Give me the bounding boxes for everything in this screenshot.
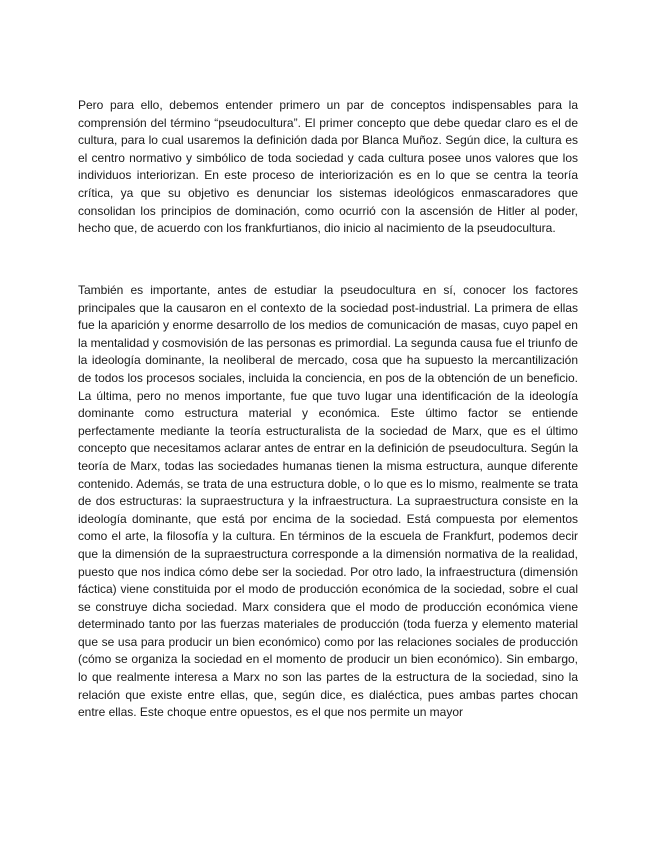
paragraph-factores-marx: También es importante, antes de estudiar la pseudocultura en sí, conocer los factores principales que la causaron en el contexto de la sociedad post-industrial. La primera de ellas fue la aparición y enorme desarrollo de los medios de comunicación de masas, cuyo papel en la mentalidad y cosmovisión de las personas es primordial. La segunda causa fue el triunfo de la ideología dominante, la neoliberal de mercado, cosa que ha supuesto la mercantilización de todos los procesos sociales, incluida la conciencia, en pos de la obtención de un beneficio. La última, pero no menos importante, fue que tuvo lugar una identificación de la ideología dominante como estructura material y económica. Este último factor se entiende perfectamente mediante la teoría estructuralista de la sociedad de Marx, que es el último concepto que necesitamos aclarar antes de entrar en la definición de pseudocultura. Según la teoría de Marx, todas las sociedades humanas tienen la misma estructura, aunque diferente contenido. Además, se trata de una estructura doble, o lo que es lo mismo, realmente se trata de dos estructuras: la supraestructura y la infraestructura. La supraestructura consiste en la ideología dominante, que está por encima de la sociedad. Está compuesta por elementos como el arte, la filosofía y la cultura. En términos de la escuela de Frankfurt, podemos decir que la dimensión de la supraestructura corresponde a la dimensión normativa de la realidad, puesto que nos indica cómo debe ser la sociedad. Por otro lado, la infraestructura (dimensión fáctica) viene constituida por el modo de producción económica de la sociedad, sobre el cual se construye dicha sociedad. Marx considera que el modo de producción económica viene determinado tanto por las fuerzas materiales de producción (toda fuerza y elemento material que se usa para producir un bien económico) como por las relaciones sociales de producción (cómo se organiza la sociedad en el momento de producir un bien económico). Sin embargo, lo que realmente interesa a Marx no son las partes de la estructura de la sociedad, sino la relación que existe entre ellas, que, según dice, es dialéctica, pues ambas partes chocan entre ellas. Este choque entre opuestos, es el que nos permite un mayor bbox=[78, 283, 578, 720]
paragraph-pseudocultura-cultura: Pero para ello, debemos entender primero un par de conceptos indispensables para la comprensión del término “pseudocultura”. El primer concepto que debe quedar claro es el de cultura, para lo cual usaremos la definición dada por Blanca Muñoz. Según dice, la cultura es el centro normativo y simbólico de toda sociedad y cada cultura posee unos valores que los individuos interiorizan. En este proceso de interiorización es en lo que se centra la teoría crítica, ya que su objetivo es denunciar los sistemas ideológicos enmascaradores que consolidan los principios de dominación, como ocurrió con la ascensión de Hitler al poder, hecho que, de acuerdo con los frankfurtianos, dio inicio al nacimiento de la pseudocultura. bbox=[78, 98, 578, 236]
